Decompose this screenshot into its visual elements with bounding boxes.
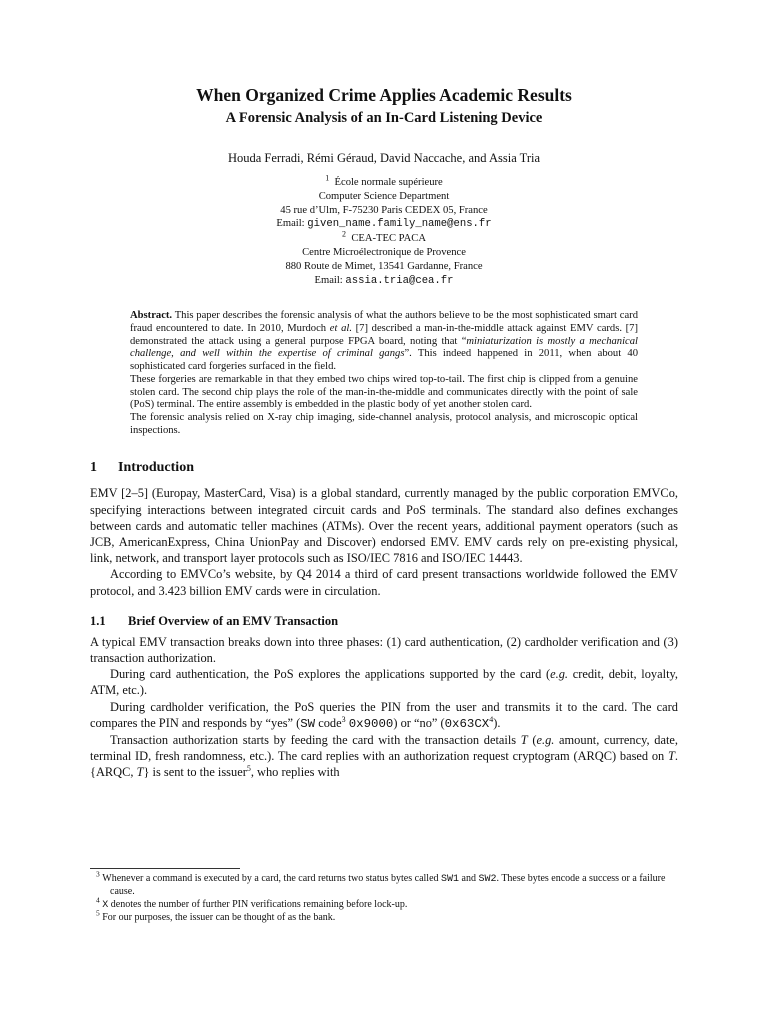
overview-paragraph-3: During cardholder verification, the PoS queries the PIN from the user and transmits it to the card. The card compares the PIN and responds by “yes” (SW code$^3$ 0x9000) or “no” $(0x63CX^4)$. (90, 699, 678, 731)
affiliation-2-name: $^2$ CEA-TEC PACA (342, 229, 426, 245)
affiliation-1-name: $^1$ École normale supérieure (325, 173, 443, 188)
footnotes (90, 868, 678, 925)
abstract (130, 310, 638, 437)
paper-page (90, 84, 678, 781)
overview-paragraph-2: During card authentication, the PoS explores the applications supported by the card (e.g. credit, debit, loyalty, ATM, etc.). (90, 667, 678, 698)
abstract-paragraph-3: The forensic analysis relied on X-ray chip imaging, side-channel analysis, protocol analysis, and microscopic optical inspections. (130, 412, 638, 436)
paper-subtitle: A Forensic Analysis of an In-Card Listening Device (225, 110, 543, 126)
footnote-4: $^4$ X denotes the number of further PIN verifications remaining before lock-up. (96, 895, 408, 911)
section-introduction-body (90, 485, 678, 598)
footnote-ref-3[interactable]: 3 (341, 714, 346, 724)
affiliation-1-address: 45 rue d’Ulm, F-75230 Paris CEDEX 05, France (280, 204, 488, 216)
affiliations (90, 173, 678, 288)
affiliation-2-email: Email: assia.tria@cea.fr (314, 274, 454, 287)
footnote-ref-4[interactable]: 4 (489, 714, 494, 724)
email-link-ens[interactable]: given_name.family_name@ens.fr (307, 218, 492, 231)
footnote-ref-5[interactable]: 5 (246, 764, 251, 774)
abstract-paragraph-2: These forgeries are remarkable in that they embed two chips wired top-to-tail. The first chip is clipped from a genuine stolen card. The second chip plays the role of the man-in-the-middle and communicates directly with the point of sale (PoS) terminal. The entire assembly is embedded in the plastic body of yet another stolen card. (130, 373, 638, 411)
overview-paragraph-4: Transaction authorization starts by feeding the card with the transaction details T (e.g. amount, currency, date, terminal ID, fresh randomness, etc.). The card replies with an authorization request cryptogram (ARQC) based on T. {ARQC, T} is sent to the issuer$^5$, who replies with (90, 733, 678, 780)
email-link-cea[interactable]: assia.tria@cea.fr (345, 274, 454, 287)
subsection-emv-overview-body (90, 634, 678, 781)
affiliation-2-address: 880 Route de Mimet, 13541 Gardanne, France (285, 260, 483, 272)
affiliation-1-dept: Computer Science Department (318, 190, 450, 202)
footnote-3: $^3$ Whenever a command is executed by a card, the card returns two status bytes called SW1 and SW2. These bytes encode a success or a failure cause. (96, 869, 666, 898)
affiliation-1-email: Email: given_name.family_name@ens.fr (276, 218, 492, 231)
author-list: Houda Ferradi, Rémi Géraud, David Naccache, and Assia Tria (227, 151, 541, 165)
intro-paragraph-2: According to EMVCo’s website, by Q4 2014 a third of card present transactions worldwide followed the EMV protocol, and 3.423 billion EMV cards were in circulation. (90, 567, 678, 598)
section-heading-introduction: 1 Introduction (90, 460, 194, 476)
abstract-label: Abstract. (130, 310, 173, 322)
abstract-paragraph-1: Abstract. This paper describes the forensic analysis of what the authors believe to be the most sophisticated smart card fraud encountered to date. In 2010, Murdoch et al. [7] described a man-in-the-middle attack against EMV cards. [7] demonstrated the attack using a general purpose FPGA board, noting that “miniaturization is mostly a mechanical challenge, and well within the expertise of criminal gangs”. This indeed happened in 2011, when about 40 sophisticated card forgeries surfaced in the field. (130, 310, 639, 373)
affiliation-2-dept: Centre Microélectronique de Provence (302, 246, 466, 258)
intro-paragraph-1: EMV [2–5] (Europay, MasterCard, Visa) is a global standard, currently managed by the public corporation EMVCo, specifying interactions between integrated circuit cards and PoS terminals. The standard also defines exchanges between cards and automatic teller machines (ATMs). Over the recent years, additional payment operators (such as JCB, AmericanExpress, China UnionPay and Discover) endorsed EMV. EMV cards rely on pre-existing physical, link, network, and transport layer protocols such as ISO/IEC 7816 and ISO/IEC 14443. (90, 486, 678, 566)
subsection-heading-emv-overview: 1.1 Brief Overview of an EMV Transaction (90, 613, 339, 628)
overview-paragraph-1: A typical EMV transaction breaks down into three phases: (1) card authentication, (2) cardholder verification and (3) transaction authorization. (90, 634, 678, 666)
paper-title: When Organized Crime Applies Academic Results (196, 85, 572, 105)
footnote-5: $^5$ For our purposes, the issuer can be thought of as the bank. (96, 908, 336, 924)
footnote-rule (90, 868, 240, 869)
